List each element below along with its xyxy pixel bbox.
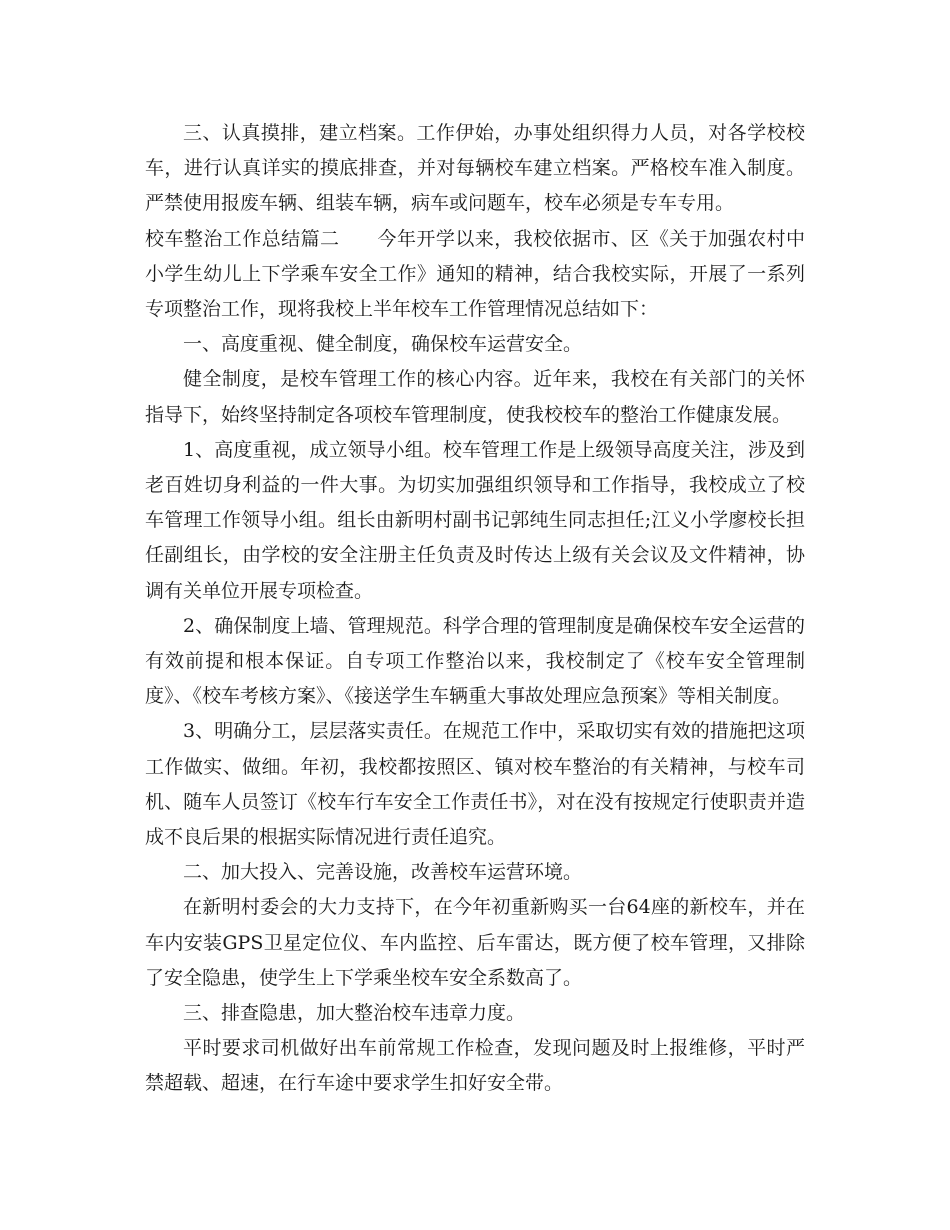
paragraph-item-2	[145, 609, 805, 715]
section-title: 校车整治工作总结篇二	[145, 227, 340, 250]
paragraph-system	[145, 362, 805, 432]
paragraph-archive	[145, 116, 805, 222]
paragraph-text: 2、确保制度上墙、管理规范。科学合理的管理制度是确保校车安全运营的有效前提和根本保证。自专项工作整治以来，我校制定了《校车安全管理制度》、《校车考核方案》、《接送学生车辆重大事故处理应急预案》等相关制度。	[145, 614, 805, 708]
paragraph-item-1	[145, 433, 805, 609]
paragraph-heading-2	[145, 855, 805, 890]
paragraph-text: 三、认真摸排，建立档案。工作伊始，办事处组织得力人员，对各学校校车，进行认真详实的摸底排查，并对每辆校车建立档案。严格校车准入制度。严禁使用报废车辆、组装车辆，病车或问题车，校车必须是专车专用。	[145, 122, 805, 215]
paragraph-text: 健全制度，是校车管理工作的核心内容。近年来，我校在有关部门的关怀指导下，始终坚持制定各项校车管理制度，使我校校车的整治工作健康发展。	[145, 368, 805, 426]
paragraph-text: 1、高度重视，成立领导小组。校车管理工作是上级领导高度关注，涉及到老百姓切身利益的一件大事。为切实加强组织领导和工作指导，我校成立了校车管理工作领导小组。组长由新明村副书记郭纯生同志担任;江义小学廖校长担任副组长，由学校的安全注册主任负责及时传达上级有关会议及文件精神，协调有关单位开展专项检查。	[145, 438, 805, 602]
paragraph-inspection	[145, 1031, 805, 1101]
paragraph-heading-3	[145, 996, 805, 1031]
paragraph-text: 二、加大投入、完善设施，改善校车运营环境。	[183, 861, 583, 884]
paragraph-text: 在新明村委会的大力支持下，在今年初重新购买一台64座的新校车，并在车内安装GPS卫星定位仪、车内监控、后车雷达，既方便了校车管理，又排除了安全隐患，使学生上下学乘坐校车安全系数高了。	[145, 896, 805, 989]
paragraph-text: 一、高度重视、健全制度，确保校车运营安全。	[183, 333, 583, 356]
paragraph-heading-1	[145, 327, 805, 362]
paragraph-summary-intro	[145, 222, 805, 328]
paragraph-item-3	[145, 714, 805, 855]
paragraph-investment	[145, 890, 805, 996]
paragraph-text: 今年开学以来，我校依据市、区《关于加强农村中小学生幼儿上下学乘车安全工作》通知的精神，结合我校实际，开展了一系列专项整治工作，现将我校上半年校车工作管理情况总结如下：	[145, 227, 805, 321]
document-body	[145, 116, 805, 1102]
paragraph-text: 三、排查隐患，加大整治校车违章力度。	[183, 1002, 526, 1025]
paragraph-text: 3、明确分工，层层落实责任。在规范工作中，采取切实有效的措施把这项工作做实、做细。年初，我校都按照区、镇对校车整治的有关精神，与校车司机、随车人员签订《校车行车安全工作责任书》，对在没有按规定行使职责并造成不良后果的根据实际情况进行责任追究。	[145, 720, 805, 849]
paragraph-text: 平时要求司机做好出车前常规工作检查，发现问题及时上报维修，平时严禁超载、超速，在行车途中要求学生扣好安全带。	[145, 1037, 805, 1095]
